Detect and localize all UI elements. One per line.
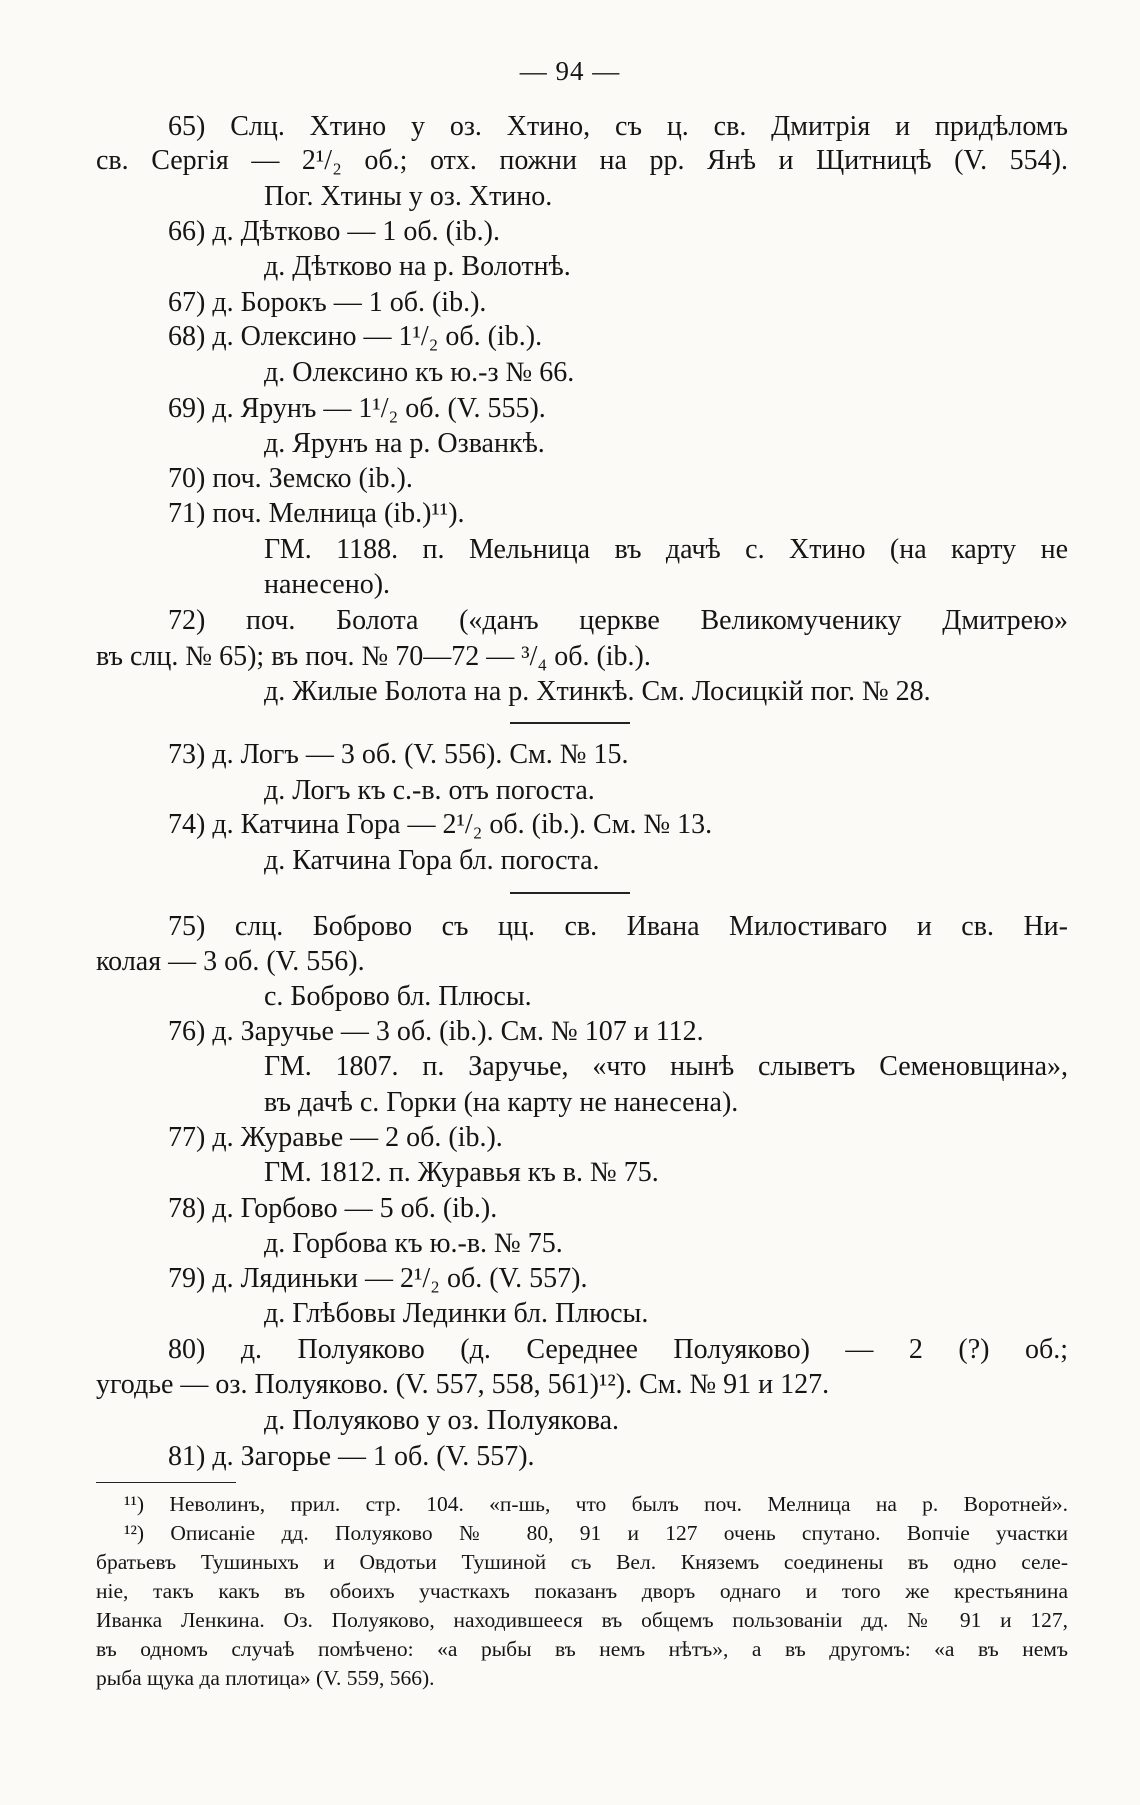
footnote-12-line-5: въ одномъ случаѣ помѣчено: «а рыбы въ немъ нѣтъ», а въ другомъ: «а въ немъ <box>96 1637 1068 1661</box>
section-divider <box>510 892 630 894</box>
entry-81: 81) д. Загорье — 1 об. (V. 557). <box>168 1441 535 1472</box>
entry-75-line-2: колая — 3 об. (V. 556). <box>96 946 365 977</box>
section-divider <box>510 722 630 724</box>
footnote-11: ¹¹) Неволинъ, прил. стр. 104. «п-шь, что былъ поч. Мелница на р. Воротней». <box>124 1492 1068 1516</box>
entry-71-note-line-2: нанесено). <box>264 569 391 600</box>
entry-65-line-1: 65) Слц. Хтино у оз. Хтино, съ ц. св. Дмитрія и придѣломъ <box>168 111 1068 142</box>
entry-74-modern-name: д. Катчина Гора бл. погоста. <box>264 845 600 876</box>
entry-78: 78) д. Горбово — 5 об. (ib.). <box>168 1193 498 1224</box>
entry-66: 66) д. Дѣтково — 1 об. (ib.). <box>168 216 500 247</box>
entry-70: 70) поч. Земско (ib.). <box>168 463 413 494</box>
entry-72-modern-name: д. Жилые Болота на р. Хтинкѣ. См. Лосицкій пог. № 28. <box>264 676 931 707</box>
entry-76-note-line-1: ГМ. 1807. п. Заручье, «что нынѣ слыветъ Семеновщина», <box>264 1051 1068 1082</box>
entry-80-modern-name: д. Полуяково у оз. Полуякова. <box>264 1405 619 1436</box>
entry-72-line-2: въ слц. № 65); въ поч. № 70—72 — ³/₄ об. (ib.). <box>96 641 651 672</box>
page-number: — 94 — <box>519 56 621 86</box>
footnote-12-line-4: Иванка Ленкина. Оз. Полуяково, находившееся въ общемъ пользованіи дд. № 91 и 127, <box>96 1608 1068 1632</box>
entry-79-modern-name: д. Глѣбовы Лединки бл. Плюсы. <box>264 1298 649 1329</box>
entry-73-modern-name: д. Логъ къ с.-в. отъ погоста. <box>264 775 595 806</box>
entry-75-line-1: 75) слц. Боброво съ цц. св. Ивана Милостиваго и св. Ни- <box>168 911 1068 942</box>
entry-65-line-2: св. Сергія — 2¹/₂ об.; отх. пожни на рр. Янѣ и Щитницѣ (V. 554). <box>96 145 1068 176</box>
entry-71: 71) поч. Мелница (ib.)¹¹). <box>168 498 465 529</box>
entry-71-note-line-1: ГМ. 1188. п. Мельница въ дачѣ с. Хтино (на карту не <box>264 534 1068 565</box>
entry-68-modern-name: д. Олексино къ ю.-з № 66. <box>264 357 575 388</box>
entry-76: 76) д. Заручье — 3 об. (ib.). См. № 107 и 112. <box>168 1016 704 1047</box>
entry-68: 68) д. Олексино — 1¹/₂ об. (ib.). <box>168 321 543 352</box>
entry-80-line-1: 80) д. Полуяково (д. Середнее Полуяково) — 2 (?) об.; <box>168 1334 1068 1365</box>
entry-76-note-line-2: въ дачѣ с. Горки (на карту не нанесена). <box>264 1087 739 1118</box>
entry-67: 67) д. Борокъ — 1 об. (ib.). <box>168 287 487 318</box>
entry-72-line-1: 72) поч. Болота («данъ церкве Великомученику Дмитрею» <box>168 605 1068 636</box>
entry-77-note: ГМ. 1812. п. Журавья къ в. № 75. <box>264 1157 659 1188</box>
entry-73: 73) д. Логъ — 3 об. (V. 556). См. № 15. <box>168 739 629 770</box>
footnote-12-line-3: ніе, такъ какъ въ обоихъ участкахъ показанъ дворъ однаго и того же крестьянина <box>96 1579 1068 1603</box>
entry-77: 77) д. Журавье — 2 об. (ib.). <box>168 1122 503 1153</box>
entry-79: 79) д. Лядиньки — 2¹/₂ об. (V. 557). <box>168 1263 588 1294</box>
entry-69: 69) д. Ярунъ — 1¹/₂ об. (V. 555). <box>168 393 546 424</box>
entry-78-modern-name: д. Горбова къ ю.-в. № 75. <box>264 1228 563 1259</box>
footnote-12-line-1: ¹²) Описаніе дд. Полуяково № 80, 91 и 127 очень спутано. Вопчіе участки <box>124 1521 1068 1545</box>
entry-74: 74) д. Катчина Гора — 2¹/₂ об. (ib.). См. № 13. <box>168 809 713 840</box>
entry-66-modern-name: д. Дѣтково на р. Волотнѣ. <box>264 251 571 282</box>
entry-65-modern-name: Пог. Хтины у оз. Хтино. <box>264 181 553 212</box>
footnote-12-line-6: рыба щука да плотица» (V. 559, 566). <box>96 1666 435 1690</box>
entry-75-modern-name: с. Боброво бл. Плюсы. <box>264 981 532 1012</box>
entry-69-modern-name: д. Ярунъ на р. Озванкѣ. <box>264 428 545 459</box>
entry-80-line-2: угодье — оз. Полуяково. (V. 557, 558, 561)¹²). См. № 91 и 127. <box>96 1369 830 1400</box>
footnote-separator <box>96 1482 236 1483</box>
footnote-12-line-2: братьевъ Тушиныхъ и Овдотьи Тушиной съ Вел. Княземъ соединены въ одно селе- <box>96 1550 1068 1574</box>
